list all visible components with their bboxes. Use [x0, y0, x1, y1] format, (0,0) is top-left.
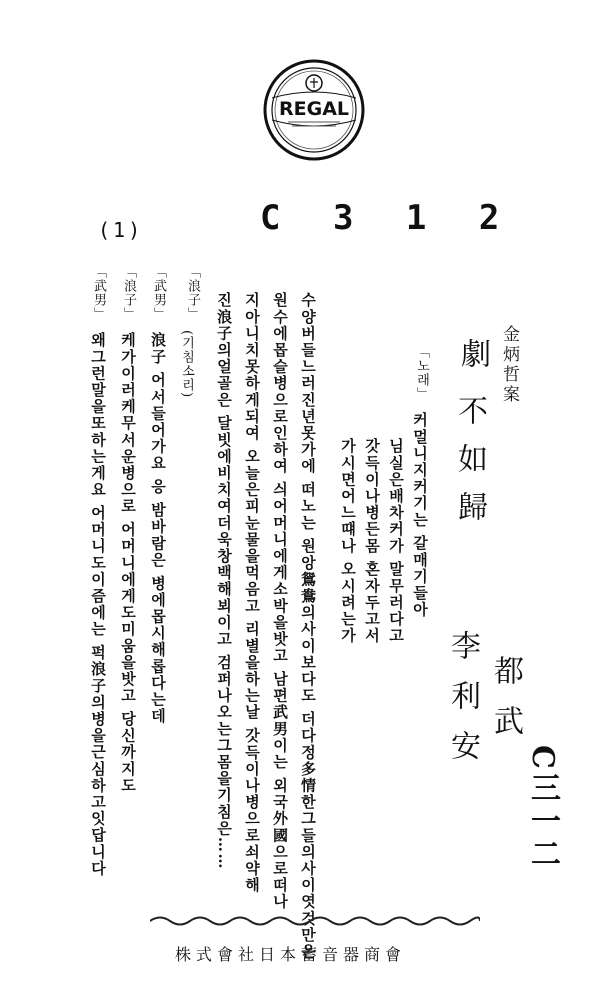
narration-line: 수양버들느러진년못가에 떠노는 원앙鴛鴦의사이보다도 더다정多情한그들의사이엿것만은 — [299, 292, 317, 960]
song-line: 가시면어느떄나 오시려는가 — [339, 438, 357, 645]
drama-title: 不如歸 — [452, 395, 487, 539]
speaker-label: 「武男」 — [151, 265, 166, 321]
brand-text: REGAL — [278, 98, 350, 120]
genre-label: 劇 — [455, 338, 490, 368]
author-note: 金炳哲案 — [499, 325, 519, 405]
song-line: 커멀니지커기는 갈매기들아 — [411, 412, 429, 619]
dialogue-line: 浪子 어서들어가요 응 밤바람은 병에몹시해롭다는데 — [149, 332, 167, 725]
song-line: 님실은배차커가 말무러다고 — [387, 438, 405, 645]
speaker-label: 「浪子」 — [121, 265, 136, 321]
side-number: (1) — [98, 218, 144, 242]
stage-direction: (기침소리) — [179, 330, 194, 399]
dialogue-line: 왜그런말을또하는게요 어머니도이즘에는 퍽浪子의병을근심하고잇답니다 — [89, 332, 107, 877]
speaker-label: 「武男」 — [91, 265, 106, 321]
song-line: 갓득이나병든몸 혼자두고서 — [363, 438, 381, 645]
author-name-1: 都武 — [488, 655, 523, 755]
narration-line: 지아니치못하게되여 오늘은피눈물을먹음고 리별을하는날 갓득이나병으로쇠약해 — [243, 292, 261, 894]
regal-logo — [262, 58, 366, 162]
author-name-2: 李利安 — [445, 630, 480, 780]
narration-line: 진浪子의얼골은 달빗에비치여더욱창백해뵈이고 검퍼나오는그몸을기침은…… — [215, 292, 233, 871]
catalog-number-vertical: C三一二 — [525, 745, 560, 871]
narration-line: 원수에몹슬병으로인하여 싀어머니에게소박을밧고 남편武男이는 외국外國으로떠나 — [271, 292, 289, 911]
wavy-divider — [150, 912, 480, 930]
speaker-label: 「浪子」 — [185, 265, 200, 321]
company-name: 株式會社日本蓄音器商會 — [175, 945, 407, 964]
catalog-number: C 3 1 2 — [260, 198, 516, 238]
dialogue-line: 케가이러케무서운병으로 어머니에게도미움을밧고 당신까지도 — [119, 332, 137, 794]
song-tag: 「노래」 — [414, 345, 429, 401]
